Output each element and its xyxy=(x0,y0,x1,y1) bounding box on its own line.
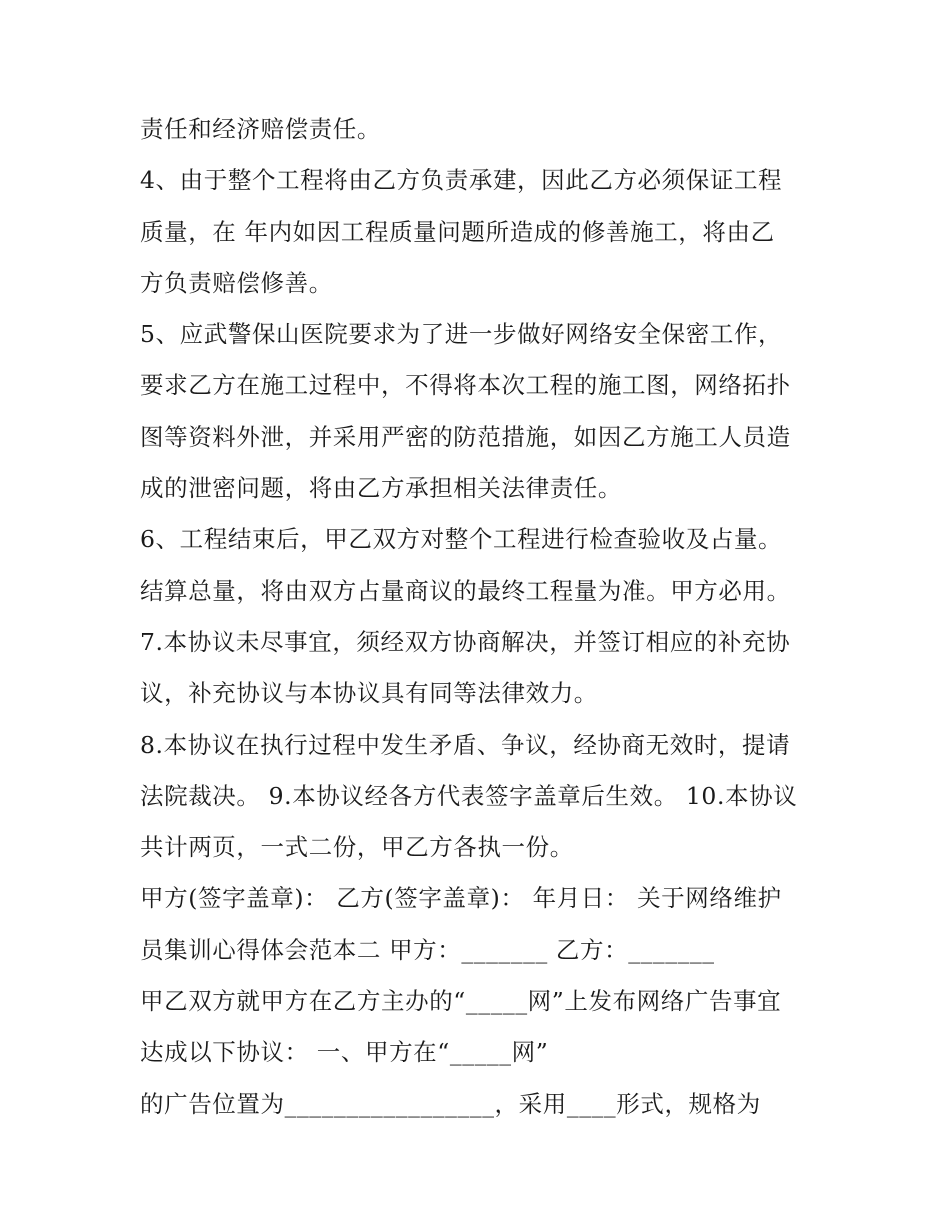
text-line: 共计两页，一式二份，甲乙方各执一份。 xyxy=(140,833,574,862)
text-line: 结算总量，将由双方占量商议的最终工程量为准。甲方必用。 xyxy=(140,576,791,605)
text-line: 要求乙方在施工过程中，不得将本次工程的施工图，网络拓扑 xyxy=(140,371,791,400)
text-line: 方负责赔偿修善。 xyxy=(140,268,333,297)
text-line: 质量，在 年内如因工程质量问题所造成的修善施工，将由乙 xyxy=(140,217,775,246)
text-line: 的广告位置为_________________，采用____形式，规格为 xyxy=(140,1089,761,1118)
document-page xyxy=(140,104,830,1130)
text-line: 成的泄密问题，将由乙方承担相关法律责任。 xyxy=(140,474,622,503)
text-line: 7.本协议未尽事宜，须经双方协商解决，并签订相应的补充协 xyxy=(140,627,791,656)
text-line: 6、工程结束后，甲乙双方对整个工程进行检查验收及占量。 xyxy=(140,525,783,554)
text-line: 员集训心得体会范本二 甲方：_______ 乙方：_______ xyxy=(140,935,715,964)
text-line: 责任和经济赔偿责任。 xyxy=(140,115,381,143)
text-line: 5、应武警保山医院要求为了进一步做好网络安全保密工作， xyxy=(140,320,783,349)
text-line: 议，补充协议与本协议具有同等法律效力。 xyxy=(140,679,598,708)
text-line: 达成以下协议： 一、甲方在“_____网” xyxy=(140,1038,549,1067)
text-line: 甲方(签字盖章)： 乙方(签字盖章)： 年月日： 关于网络维护 xyxy=(140,884,782,913)
text-line: 4、由于整个工程将由乙方负责承建，因此乙方必须保证工程 xyxy=(140,166,783,195)
text-line: 法院裁决。 9.本协议经各方代表签字盖章后生效。 10.本协议 xyxy=(140,781,798,810)
text-line: 8.本协议在执行过程中发生矛盾、争议，经协商无效时，提请 xyxy=(140,730,791,759)
text-line: 甲乙双方就甲方在乙方主办的“_____网”上发布网络广告事宜 xyxy=(140,987,782,1016)
text-line: 图等资料外泄，并采用严密的防范措施，如因乙方施工人员造 xyxy=(140,422,791,451)
